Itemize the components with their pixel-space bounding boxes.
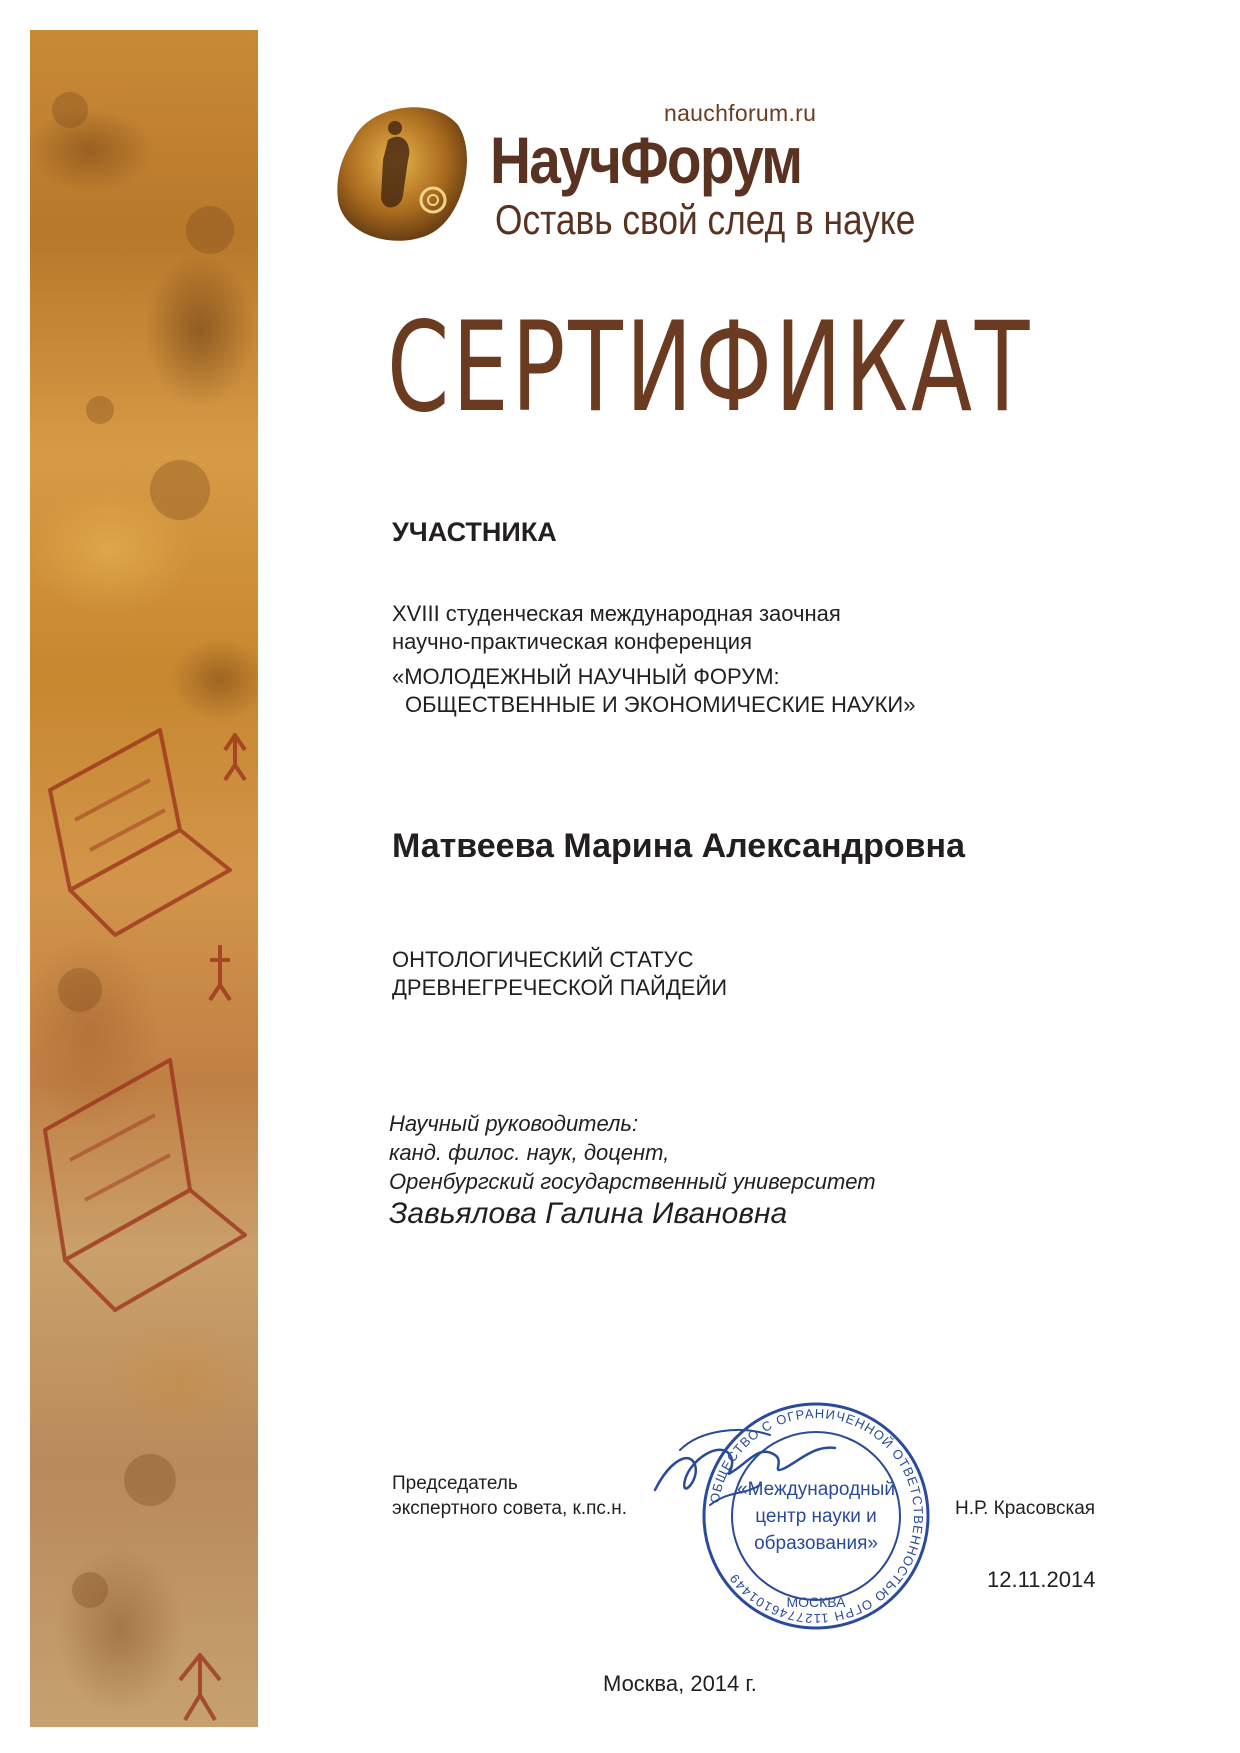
rock-art-drawings [30, 30, 258, 1727]
stamp-center-line-2: центр науки и [755, 1506, 877, 1527]
issue-place: Москва, 2014 г. [603, 1671, 757, 1696]
figure-drawing-2 [210, 945, 230, 1000]
logo-name: НаучФорум [490, 123, 802, 197]
topic-line-1: ОНТОЛОГИЧЕСКИЙ СТАТУС [392, 947, 694, 972]
stamp-center-line-1: «Международный [737, 1479, 895, 1500]
stamp-center-line-3: образования» [754, 1533, 878, 1554]
topic-line-2: ДРЕВНЕГРЕЧЕСКОЙ ПАЙДЕЙИ [392, 975, 728, 1000]
conference-title-line-1: «МОЛОДЕЖНЫЙ НАУЧНЫЙ ФОРУМ: [392, 664, 780, 689]
conference-line-2: научно-практическая конференция [392, 629, 753, 654]
stamp-bottom-text: МОСКВА [786, 1594, 846, 1610]
supervisor-university: Оренбургский государственный университет [389, 1169, 876, 1194]
issue-date: 12.11.2014 [987, 1567, 1096, 1592]
conference-title-line-2: ОБЩЕСТВЕННЫЕ И ЭКОНОМИЧЕСКИЕ НАУКИ» [405, 692, 916, 717]
signatory-name: Н.Р. Красовская [955, 1498, 1096, 1519]
signatory-role-line-2: экспертного совета, к.пс.н. [392, 1498, 627, 1519]
stamp-outer-text: ОБЩЕСТВО С ОГРАНИЧЕННОЙ ОТВЕТСТВЕННОСТЬЮ ОГРН 1127746101449 [706, 1405, 927, 1627]
supervisor-degree: канд. филос. наук, доцент, [389, 1140, 670, 1165]
logo-slogan: Оставь свой след в науке [495, 196, 916, 243]
decorative-rock-art-strip [30, 30, 258, 1727]
supervisor-label: Научный руководитель: [389, 1111, 639, 1136]
nauchforum-logo-mark [333, 100, 473, 245]
logo-url: nauchforum.ru [664, 100, 817, 126]
figure-drawing-1 [225, 735, 245, 780]
figure-drawing-3 [180, 1655, 220, 1720]
supervisor-name: Завьялова Галина Ивановна [389, 1197, 788, 1230]
handwritten-signature [650, 1420, 840, 1520]
signatory-role-line-1: Председатель [392, 1473, 518, 1494]
participant-name: Матвеева Марина Александровна [392, 827, 966, 865]
certificate-title: СЕРТИФИКАТ [387, 296, 1033, 440]
conference-line-1: XVIII студенческая международная заочная [392, 601, 841, 626]
participant-label: УЧАСТНИКА [392, 517, 557, 547]
